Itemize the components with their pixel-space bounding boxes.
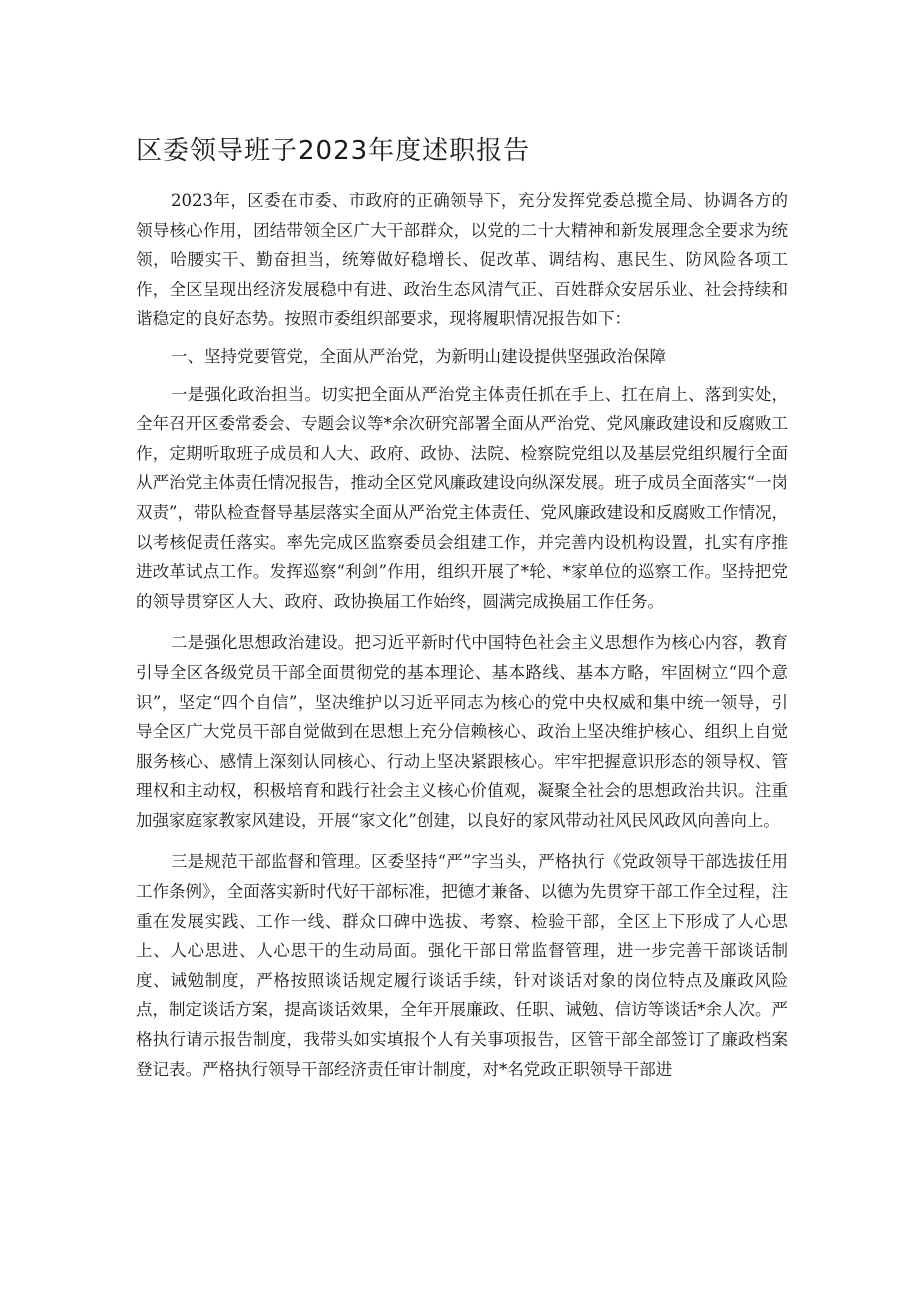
document-title: 区委领导班子2023年度述职报告: [136, 136, 531, 166]
body-paragraph: 一是强化政治担当。切实把全面从严治党主体责任抓在手上、扛在肩上、落到实处，全年召开区委常委会、专题会议等*余次研究部署全面从严治党、党风廉政建设和反腐败工作，定期听取班子成员和人大、政府、政协、法院、检察院党组以及基层党组织履行全面从严治党主体责任情况报告，推动全区党风廉政建设向纵深发展。班子成员全面落实“一岗双责”，带队检查督导基层落实全面从严治党主体责任、党风廉政建设和反腐败工作情况，以考核促责任落实。率先完成区监察委员会组建工作，并完善内设机构设置，扎实有序推进改革试点工作。发挥巡察“利剑”作用，组织开展了*轮、*家单位的巡察工作。坚持把党的领导贯穿区人大、政府、政协换届工作始终，圆满完成换届工作任务。: [136, 384, 788, 611]
document-body: [136, 186, 788, 1084]
intro-paragraph: 2023年，区委在市委、市政府的正确领导下，充分发挥党委总揽全局、协调各方的领导核心作用，团结带领全区广大干部群众，以党的二十大精神和新发展理念全要求为统领，哈腰实干、勤奋担当，统筹做好稳增长、促改革、调结构、惠民生、防风险各项工作，全区呈现出经济发展稳中有进、政治生态风清气正、百姓群众安居乐业、社会持续和谐稳定的良好态势。按照市委组织部要求，现将履职情况报告如下：: [136, 191, 788, 329]
body-paragraph: 三是规范干部监督和管理。区委坚持“严”字当头，严格执行《党政领导干部选拔任用工作条例》，全面落实新时代好干部标准，把德才兼备、以德为先贯穿干部工作全过程，注重在发展实践、工作一线、群众口碑中选拔、考察、检验干部，全区上下形成了人心思上、人心思进、人心思干的生动局面。强化干部日常监督管理，进一步完善干部谈话制度、诫勉制度，严格按照谈话规定履行谈话手续，针对谈话对象的岗位特点及廉政风险点，制定谈话方案，提高谈话效果，全年开展廉政、任职、诫勉、信访等谈话*余人次。严格执行请示报告制度，我带头如实填报个人有关事项报告，区管干部全部签订了廉政档案登记表。严格执行领导干部经济责任审计制度，对*名党政正职领导干部进: [136, 852, 788, 1079]
body-paragraph: 二是强化思想政治建设。把习近平新时代中国特色社会主义思想作为核心内容，教育引导全区各级党员干部全面贯彻党的基本理论、基本路线、基本方略，牢固树立“四个意识”，坚定“四个自信”，坚决维护以习近平同志为核心的党中央权威和集中统一领导，引导全区广大党员干部自觉做到在思想上充分信赖核心、政治上坚决维护核心、组织上自觉服务核心、感情上深刻认同核心、行动上坚决紧跟核心。牢牢把握意识形态的领导权、管理权和主动权，积极培育和践行社会主义核心价值观，凝聚全社会的思想政治共识。注重加强家庭家教家风建设，开展“家文化”创建，以良好的家风带动社风民风政风向善向上。: [136, 633, 788, 830]
section-heading: 一、坚持党要管党，全面从严治党，为新明山建设提供坚强政治保障: [171, 346, 666, 366]
